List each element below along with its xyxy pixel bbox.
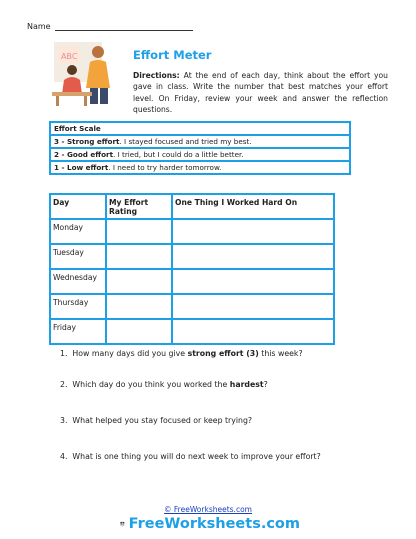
- day-cell: Monday: [50, 219, 106, 244]
- table-row: [50, 244, 334, 269]
- column-header-rating: My Effort Rating: [106, 194, 172, 219]
- day-cell: Thursday: [50, 294, 106, 319]
- effort-log-table: [49, 193, 335, 345]
- name-line[interactable]: [55, 21, 193, 31]
- svg-text:ABC: ABC: [61, 52, 78, 61]
- effort-desc: . I tried, but I could do a little better.: [113, 150, 244, 159]
- rating-cell[interactable]: [106, 294, 172, 319]
- directions-label: Directions:: [133, 71, 180, 80]
- footer-link[interactable]: © FreeWorksheets.com: [164, 505, 252, 514]
- rating-cell[interactable]: [106, 269, 172, 294]
- effort-level: 2 - Good effort: [54, 150, 114, 159]
- effort-scale-box: [49, 121, 351, 175]
- name-field[interactable]: [27, 21, 193, 31]
- worked-on-cell[interactable]: [172, 319, 334, 344]
- rating-cell[interactable]: [106, 244, 172, 269]
- column-header-worked-on: One Thing I Worked Hard On: [172, 194, 334, 219]
- effort-level: 3 - Strong effort: [54, 137, 120, 146]
- table-row: [50, 294, 334, 319]
- question-number: 1.: [60, 349, 68, 358]
- worked-on-cell[interactable]: [172, 294, 334, 319]
- question-4: [60, 452, 321, 461]
- effort-desc: . I need to try harder tomorrow.: [108, 163, 222, 172]
- effort-scale-row: [51, 134, 349, 147]
- question-text-end: ?: [263, 380, 268, 389]
- page-title: Effort Meter: [133, 48, 212, 62]
- site-logo: [120, 513, 300, 535]
- logo-text: FreeWorksheets.com: [128, 516, 300, 532]
- panda-logo-icon: [120, 513, 125, 535]
- question-text: Which day do you think you worked the: [72, 380, 230, 389]
- effort-scale-heading: Effort Scale: [54, 124, 101, 133]
- teacher-student-illustration: [50, 40, 120, 108]
- name-label: Name: [27, 22, 51, 31]
- day-cell: Tuesday: [50, 244, 106, 269]
- question-number: 3.: [60, 416, 68, 425]
- question-number: 4.: [60, 452, 68, 461]
- question-text-end: this week?: [258, 349, 303, 358]
- directions-text: At the end of each day, think about the effort you gave in class. Write the number that best matches your effort level. On Friday, review your week and answer the reflection questions.: [133, 71, 388, 115]
- question-2: [60, 380, 268, 389]
- rating-cell[interactable]: [106, 319, 172, 344]
- column-header-day: Day: [50, 194, 106, 219]
- table-row: [50, 319, 334, 344]
- question-1: [60, 349, 303, 358]
- directions: [133, 70, 388, 116]
- question-bold: hardest: [229, 380, 264, 389]
- question-text: What is one thing you will do next week to improve your effort?: [72, 452, 321, 461]
- effort-level: 1 - Low effort: [54, 163, 109, 172]
- question-3: [60, 416, 252, 425]
- effort-scale-row: [51, 160, 349, 173]
- question-bold: strong effort (3): [187, 349, 259, 358]
- day-cell: Wednesday: [50, 269, 106, 294]
- question-text: What helped you stay focused or keep trying?: [72, 416, 253, 425]
- question-text: How many days did you give: [72, 349, 188, 358]
- rating-cell[interactable]: [106, 219, 172, 244]
- effort-desc: . I stayed focused and tried my best.: [119, 137, 252, 146]
- worked-on-cell[interactable]: [172, 219, 334, 244]
- table-row: [50, 219, 334, 244]
- day-cell: Friday: [50, 319, 106, 344]
- question-number: 2.: [60, 380, 68, 389]
- table-row: [50, 269, 334, 294]
- worked-on-cell[interactable]: [172, 269, 334, 294]
- worked-on-cell[interactable]: [172, 244, 334, 269]
- effort-scale-row: [51, 147, 349, 160]
- table-header-row: [50, 194, 334, 219]
